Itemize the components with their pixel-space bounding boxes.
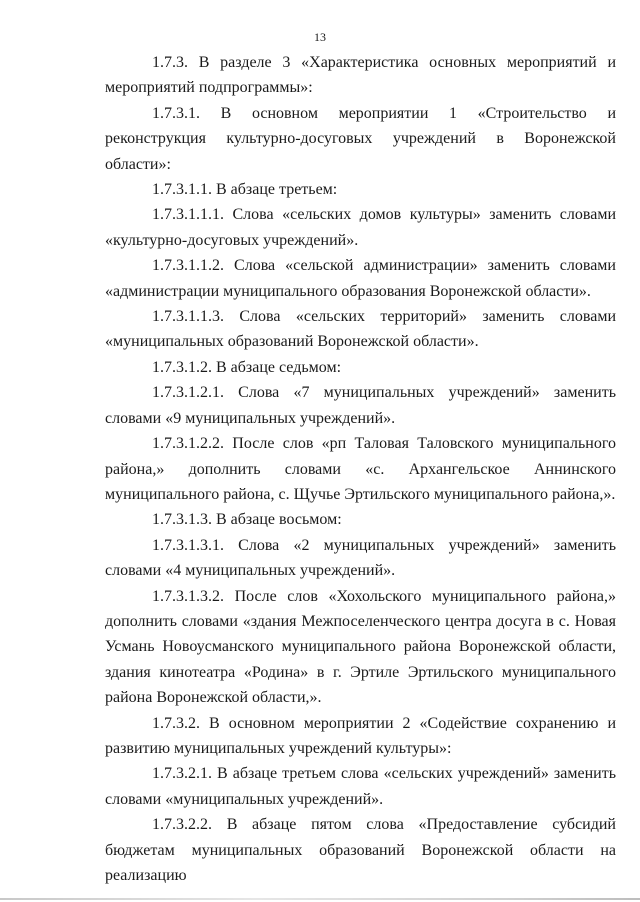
paragraph-1-7-3-1-3: 1.7.3.1.3. В абзаце восьмом:: [152, 511, 342, 529]
paragraph-1-7-3-1-1-1: 1.7.3.1.1.1. Слова «сельских домов культуры» заменить словами «культурно-досуговых учреждений».: [105, 206, 616, 249]
paragraph-1-7-3-1: 1.7.3.1. В основном мероприятии 1 «Строительство и реконструкция культурно-досуговых учреждений в Воронежской области»:: [105, 104, 616, 173]
paragraph-1-7-3-1-3-1: 1.7.3.1.3.1. Слова «2 муниципальных учреждений» заменить словами «4 муниципальных учреждений».: [105, 536, 616, 580]
paragraph-1-7-3-1-2-1: 1.7.3.1.2.1. Слова «7 муниципальных учреждений» заменить словами «9 муниципальных учреждений».: [105, 384, 616, 427]
paragraph-1-7-3-1-1-3: 1.7.3.1.1.3. Слова «сельских территорий» заменить словами «муниципальных образований Воронежской области».: [105, 308, 616, 351]
paragraph-1-7-3-2-1: 1.7.3.2.1. В абзаце третьем слова «сельских учреждений» заменить словами «муниципальных учреждений».: [105, 765, 616, 808]
paragraph-1-7-3-1-2: 1.7.3.1.2. В абзаце седьмом:: [152, 358, 342, 376]
paragraph-1-7-3-2: 1.7.3.2. В основном мероприятии 2 «Содействие сохранению и развитию муниципальных учреждений культуры»:: [105, 714, 616, 757]
paragraph-1-7-3-2-2: 1.7.3.2.2. В абзаце пятом слова «Предоставление субсидий бюджетам муниципальных образований Воронежской области на реализацию: [105, 816, 616, 884]
paragraph-1-7-3-1-1-2: 1.7.3.1.1.2. Слова «сельской администрации» заменить словами «администрации муниципального образования Воронежской области».: [105, 257, 616, 300]
paragraph-1-7-3-1-1: 1.7.3.1.1. В абзаце третьем:: [152, 181, 338, 199]
paragraph-1-7-3: 1.7.3. В разделе 3 «Характеристика основных мероприятий и мероприятий подпрограммы»:: [105, 54, 616, 97]
document-body: [105, 50, 616, 888]
paragraph-1-7-3-1-2-2: 1.7.3.1.2.2. После слов «рп Таловая Таловского муниципального района,» дополнить словами «с. Архангельское Аннинского муниципального района, с. Щучье Эртильского муниципального района,».: [105, 435, 616, 503]
paragraph-1-7-3-1-3-2: 1.7.3.1.3.2. После слов «Хохольского муниципального района,» дополнить словами «здания Межпоселенческого центра досуга в с. Новая Усмань Новоусманского муниципального района Воронежской области, здания кинотеатра «Родина» в г. Эртиле Эртильского муниципального района Воронежской области,».: [105, 587, 616, 707]
page-number: 13: [314, 30, 326, 44]
scan-bottom-edge: [0, 898, 640, 900]
